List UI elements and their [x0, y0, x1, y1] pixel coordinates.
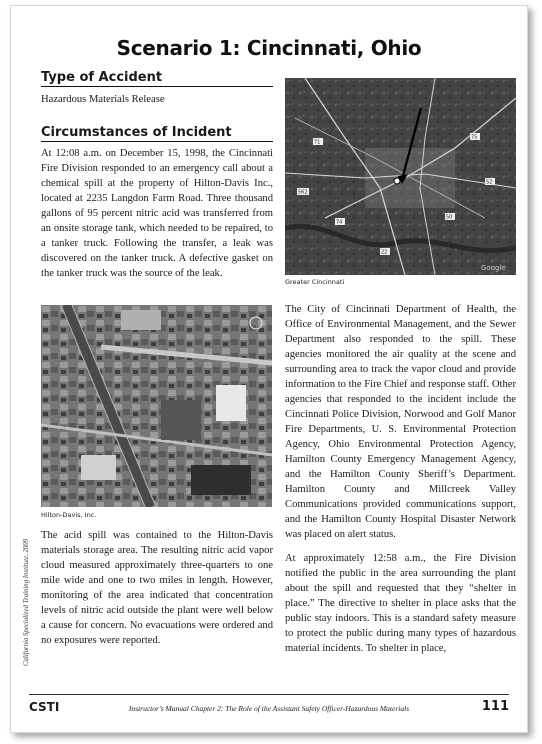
- greater-cincinnati-map: [285, 78, 516, 275]
- highway-label: 22: [381, 249, 388, 256]
- document-page: [10, 5, 528, 733]
- side-credit-text: California Specialized Training Institute, 2009: [23, 538, 30, 666]
- highway-label: 50: [446, 214, 453, 221]
- aerial-caption: Hilton-Davis, Inc.: [41, 511, 97, 519]
- hilton-davis-aerial-photo: [41, 305, 272, 507]
- map-caption: Greater Cincinnati: [285, 278, 345, 286]
- type-of-accident-text: Hazardous Materials Release: [41, 94, 165, 105]
- highway-label: 562: [298, 189, 308, 196]
- shelter-paragraph: At approximately 12:58 a.m., the Fire Division notified the public in the area surrounding the plant about the spill and requested that they “shelter in place.” The directive to shelter in place asks that the public stay indoors. This is a standard safety measure to protect the public during many types of hazardous material incidents. To shelter in place,: [285, 553, 516, 654]
- agencies-paragraph: The City of Cincinnati Department of Health, the Office of Environmental Management, and the Sewer Department also responded to the spill. These agencies monitored the air quality at the scene and surrounding area to track the vapor cloud and provide information to the Fire Chief and response staff. Other agencies that responded to the incident include the Cincinnati Police Division, Norwood and Golf Manor Fire Departments, U. S. Environmental Protection Agency, Ohio Environmental Protection Agency, Hamilton County Emergency Management Agency, and the Hamilton County Sheriff’s Department. Hamilton County and Millcreek Valley Communications provided communications support, and the Hamilton County Hospital Disaster Network was placed on alert status.: [285, 304, 516, 540]
- acid-spill-paragraph: The acid spill was contained to the Hilton-Davis materials storage area. The resulting nitric acid vapor cloud measured approximately three-quarters to one mile wide and one to two miles in length. However, monitoring of the area indicated that concentration levels of nitric acid outside the plant were well below a cause for concern. No evacuations were ordered and no exposures were reported.: [41, 530, 273, 646]
- footer-rule: [29, 694, 509, 695]
- highway-label: 71: [314, 139, 321, 146]
- footer-chapter-title: Instructor’s Manual Chapter 2: The Role of the Assistant Safety Officer-Hazardous Materials: [128, 704, 410, 713]
- page-number: 111: [481, 699, 509, 714]
- type-of-accident-heading: Type of Accident: [41, 70, 273, 87]
- highway-label: 74: [336, 219, 343, 226]
- google-watermark: Google: [481, 264, 506, 272]
- circumstances-paragraph: At 12:08 a.m. on December 15, 1998, the Cincinnati Fire Division responded to an emergency call about a chemical spill at the property of Hilton-Davis Inc., located at 2235 Langdon Farm Road. Three thousand gallons of 95 percent nitric acid was transferred from an onsite storage tank, which needed to be repaired, to a tanker truck. Following the transfer, a leak was discovered on the tanker truck. A defective gasket on the tanker truck was the source of the leak.: [41, 148, 273, 279]
- page-title: Scenario 1: Cincinnati, Ohio: [116, 36, 422, 60]
- highway-label: 52: [486, 179, 493, 186]
- footer-logo-text: CSTI: [29, 700, 60, 714]
- circumstances-heading: Circumstances of Incident: [41, 125, 273, 142]
- highway-label: 75: [471, 134, 478, 141]
- side-credit: [23, 536, 33, 666]
